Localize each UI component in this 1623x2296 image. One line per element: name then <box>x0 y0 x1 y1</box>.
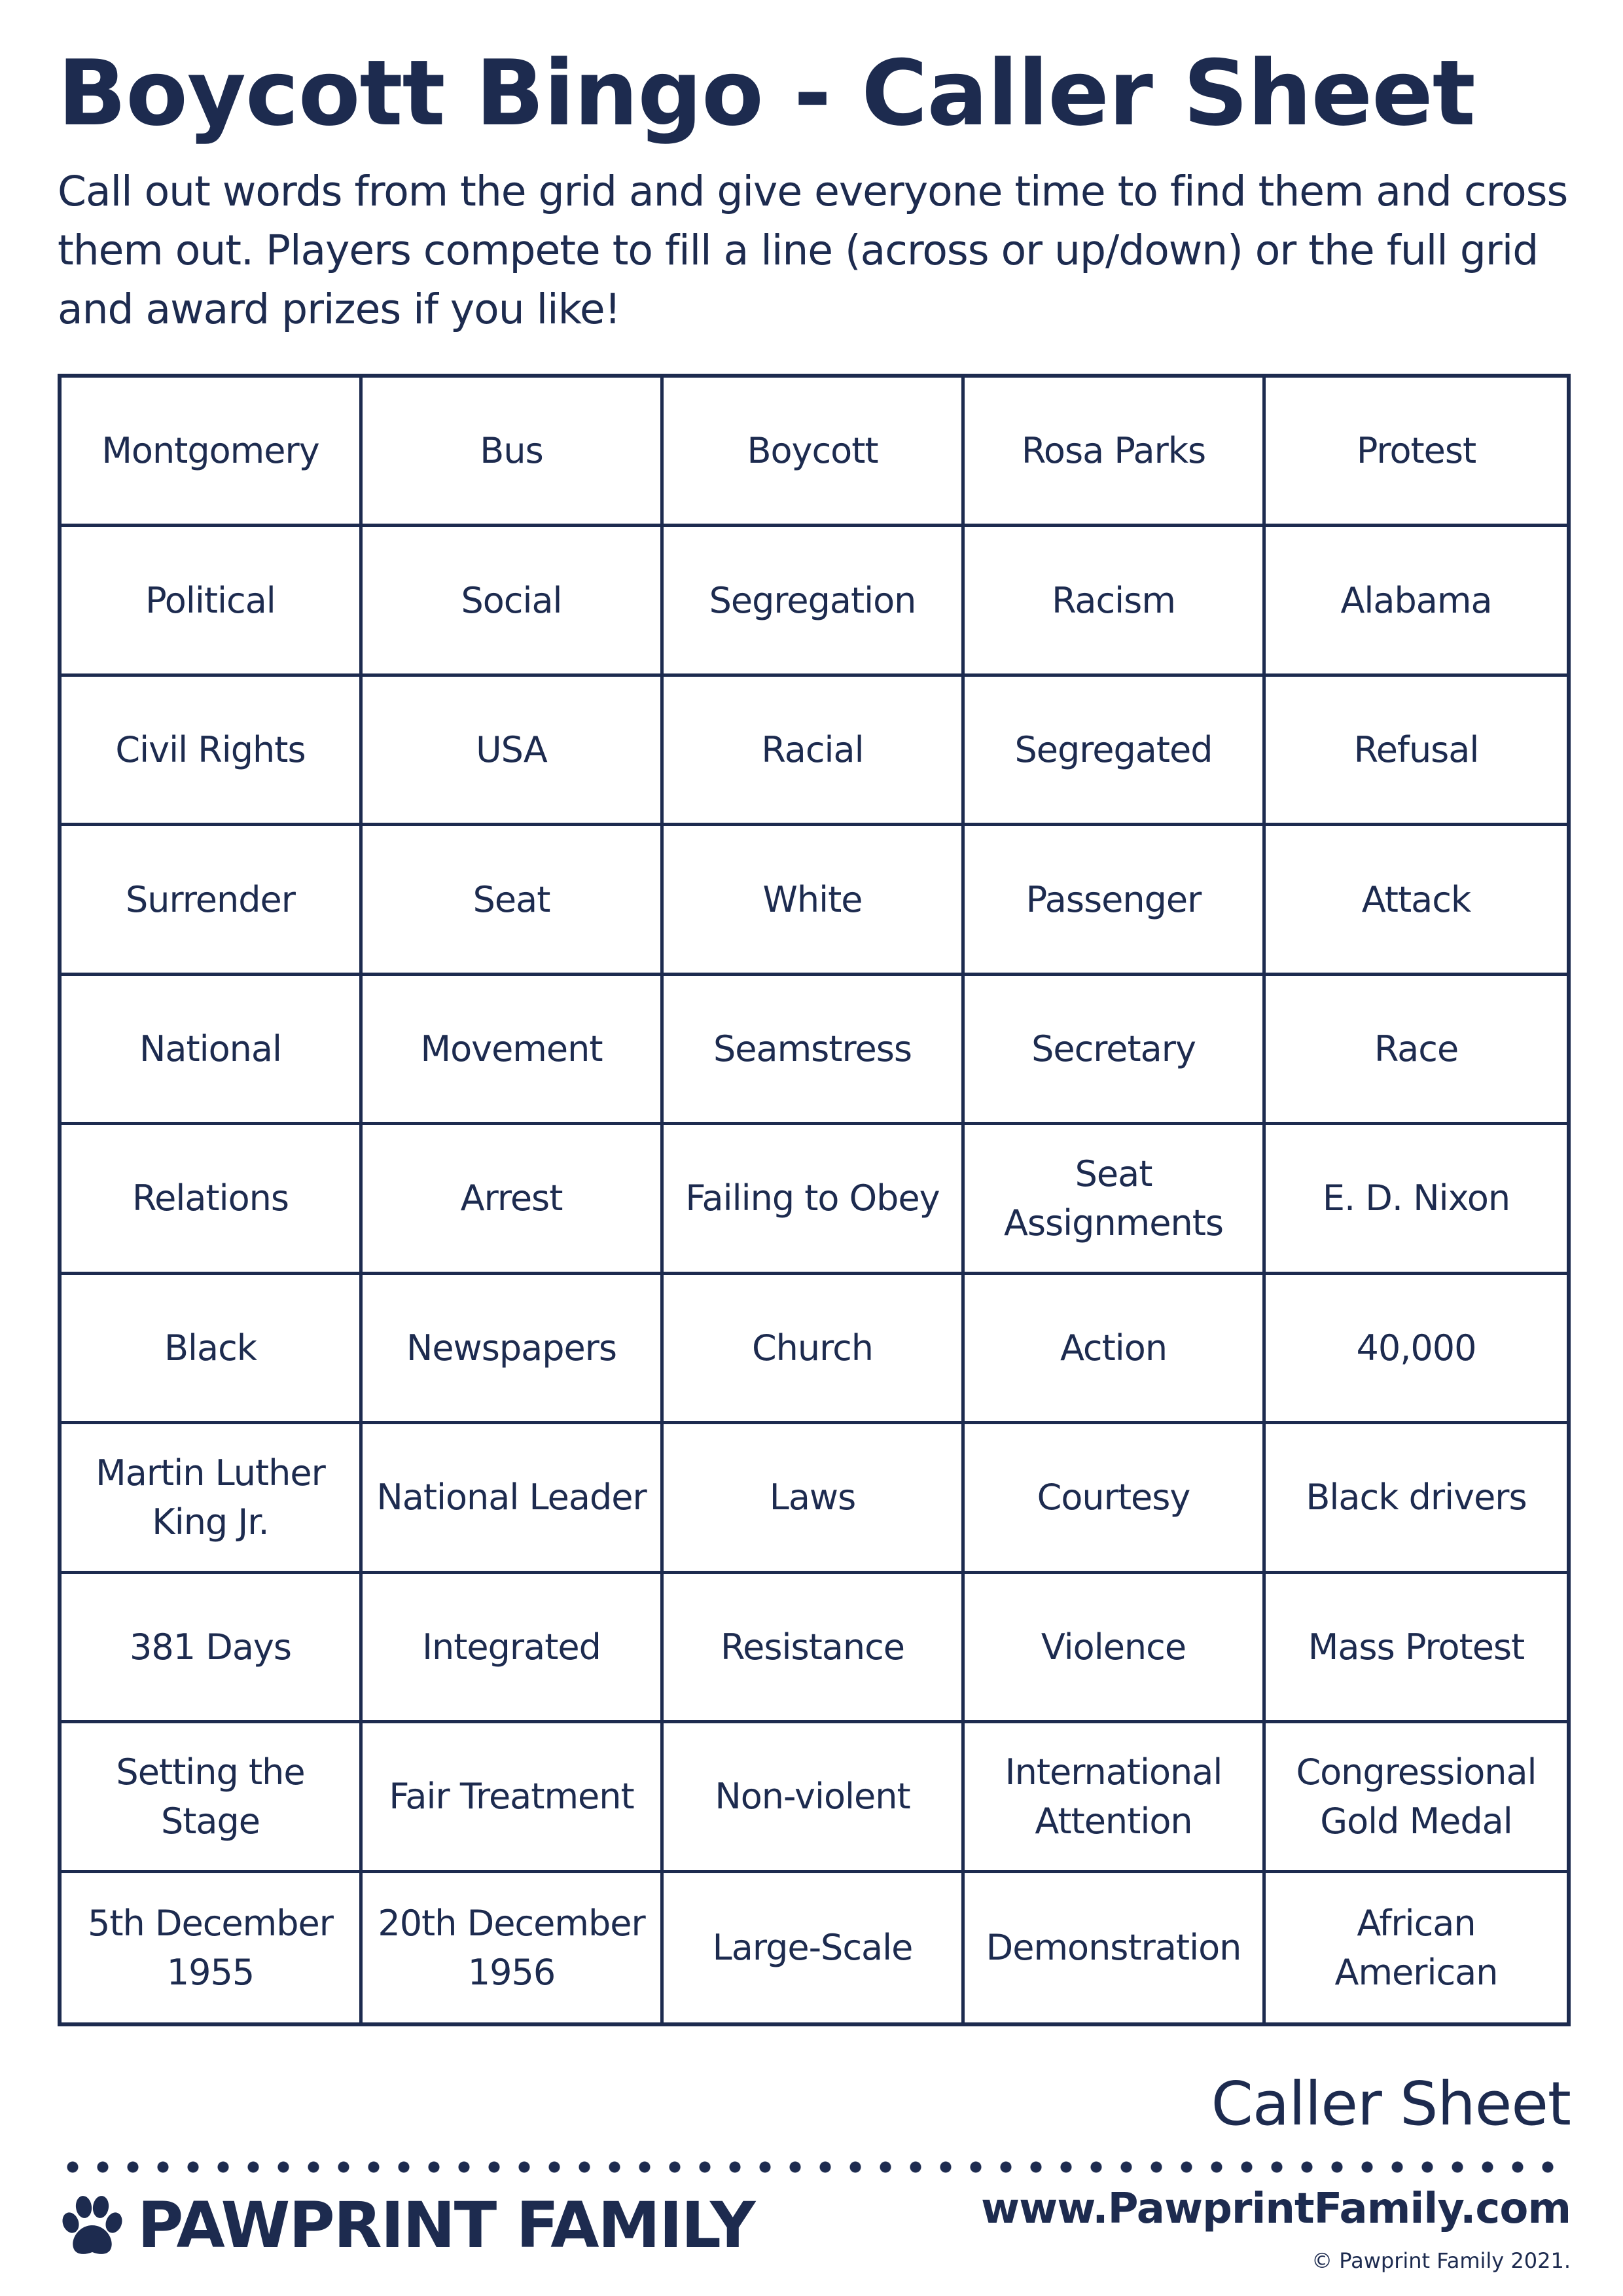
bingo-cell: Demonstration <box>965 1873 1266 2022</box>
paw-print-icon <box>58 2191 126 2259</box>
bingo-cell: Montgomery <box>62 378 363 527</box>
bingo-cell: Social <box>363 527 664 676</box>
bingo-cell: 20th December 1956 <box>363 1873 664 2022</box>
bingo-cell: Segregated <box>965 677 1266 826</box>
instructions-text: Call out words from the grid and give everyone time to find them and cross them out. Players compete to fill a line (across or up/down) or the full grid and award prizes if you like! <box>58 168 1568 333</box>
bingo-cell: Alabama <box>1266 527 1567 676</box>
bingo-cell: Violence <box>965 1574 1266 1723</box>
page-title: Boycott Bingo - Caller Sheet <box>58 41 1475 146</box>
bingo-cell: Failing to Obey <box>664 1125 965 1274</box>
bingo-cell: Rosa Parks <box>965 378 1266 527</box>
bingo-cell: Race <box>1266 976 1567 1125</box>
bingo-cell: National <box>62 976 363 1125</box>
bingo-cell: Movement <box>363 976 664 1125</box>
bingo-cell: Action <box>965 1275 1266 1424</box>
bingo-cell: Surrender <box>62 826 363 975</box>
bingo-cell: 381 Days <box>62 1574 363 1723</box>
bingo-cell: Large-Scale <box>664 1873 965 2022</box>
bingo-grid <box>58 374 1571 2026</box>
bingo-cell: National Leader <box>363 1424 664 1573</box>
bingo-cell: Martin Luther King Jr. <box>62 1424 363 1573</box>
copyright-notice: © Pawprint Family 2021. <box>1311 2248 1571 2273</box>
bingo-cell: Mass Protest <box>1266 1574 1567 1723</box>
bingo-cell: Attack <box>1266 826 1567 975</box>
bingo-cell: Non-violent <box>664 1723 965 1873</box>
bingo-cell: Newspapers <box>363 1275 664 1424</box>
bingo-cell: Racism <box>965 527 1266 676</box>
bingo-cell: Secretary <box>965 976 1266 1125</box>
bingo-cell: Seamstress <box>664 976 965 1125</box>
bingo-cell: Arrest <box>363 1125 664 1274</box>
bingo-cell: Racial <box>664 677 965 826</box>
bingo-cell: White <box>664 826 965 975</box>
bingo-cell: Bus <box>363 378 664 527</box>
bingo-cell: 40,000 <box>1266 1275 1567 1424</box>
bingo-cell: Refusal <box>1266 677 1567 826</box>
website-link[interactable]: www.PawprintFamily.com <box>980 2185 1571 2233</box>
bingo-cell: Segregation <box>664 527 965 676</box>
pawprint-family-logo <box>58 2186 755 2265</box>
bingo-cell: Integrated <box>363 1574 664 1723</box>
bingo-cell: Boycott <box>664 378 965 527</box>
bingo-cell: Civil Rights <box>62 677 363 826</box>
bingo-cell: Resistance <box>664 1574 965 1723</box>
bingo-cell: Congressional Gold Medal <box>1266 1723 1567 1873</box>
bingo-cell: Seat <box>363 826 664 975</box>
bingo-cell: Church <box>664 1275 965 1424</box>
bingo-cell: Laws <box>664 1424 965 1573</box>
brand-name: PAWPRINT FAMILY <box>137 2189 755 2262</box>
bingo-cell: E. D. Nixon <box>1266 1125 1567 1274</box>
bingo-cell: International Attention <box>965 1723 1266 1873</box>
bingo-cell: Political <box>62 527 363 676</box>
bingo-cell: Fair Treatment <box>363 1723 664 1873</box>
bingo-cell: Seat Assignments <box>965 1125 1266 1274</box>
bingo-cell: Setting the Stage <box>62 1723 363 1873</box>
bingo-cell: Black drivers <box>1266 1424 1567 1573</box>
dotted-divider <box>58 2160 1571 2174</box>
bingo-cell: 5th December 1955 <box>62 1873 363 2022</box>
bingo-cell: African American <box>1334 1902 1498 1993</box>
bingo-cell: Protest <box>1266 378 1567 527</box>
sheet-label: Caller Sheet <box>1211 2069 1571 2139</box>
bingo-cell: USA <box>363 677 664 826</box>
bingo-cell: Black <box>62 1275 363 1424</box>
bingo-cell: Passenger <box>965 826 1266 975</box>
bingo-cell: Relations <box>62 1125 363 1274</box>
bingo-cell: Courtesy <box>965 1424 1266 1573</box>
